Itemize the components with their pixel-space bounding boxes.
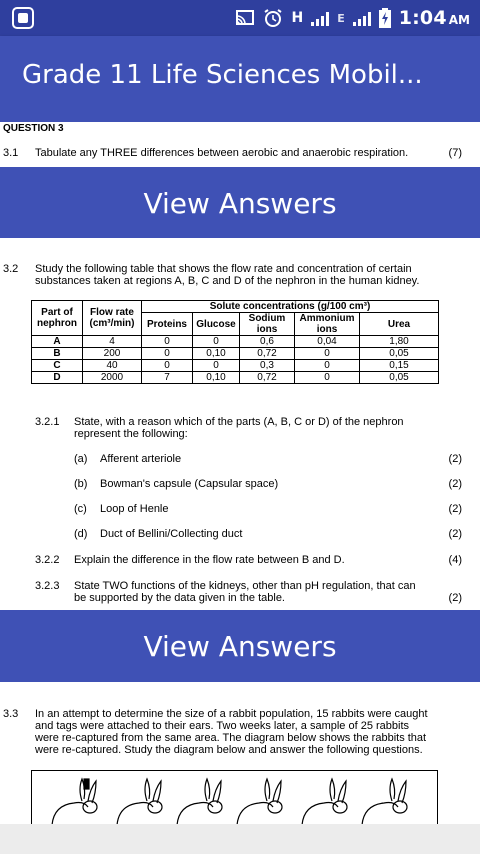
item-text: Afferent arteriole (100, 453, 182, 465)
table-cell: 0,6 (240, 336, 295, 348)
table-cell: 0,72 (240, 348, 295, 360)
table-cell: 0,72 (240, 372, 295, 384)
question-intro-line: Study the following table that shows the flow rate and concentration of certain (35, 263, 412, 275)
table-row (32, 360, 439, 372)
item-mark: (2) (448, 478, 462, 490)
table-cell: 0 (142, 360, 193, 372)
table-header: Solute concentrations (g/100 cm³) (142, 301, 439, 313)
item-mark: (2) (448, 453, 462, 465)
view-answers-label: View Answers (143, 186, 337, 220)
table-cell: 0 (193, 360, 240, 372)
item-text: Loop of Henle (100, 503, 169, 515)
table-cell: 0 (193, 336, 240, 348)
question-number: 3.3 (3, 708, 19, 720)
subquestion-mark: (2) (448, 592, 462, 604)
question-heading: QUESTION 3 (3, 123, 64, 134)
app-bar (0, 36, 480, 122)
network-type-h: H (291, 10, 304, 26)
question-text-line: were re-captured from the same area. The diagram below shows the rabbits that (35, 732, 427, 744)
table-row (32, 336, 439, 348)
network-type-e: E (337, 11, 345, 25)
rabbit-1-icon (52, 779, 97, 825)
subquestion-number: 3.2.2 (35, 554, 60, 566)
table-cell: 7 (142, 372, 193, 384)
status-bar (0, 0, 480, 36)
subquestion-text: be supported by the data given in the table. (74, 592, 285, 604)
question-intro-line: substances taken at regions A, B, C and D of the nephron in the human kidney. (35, 275, 420, 287)
item-letter: (a) (74, 453, 88, 465)
table-row (32, 348, 439, 360)
subquestion-text: State TWO functions of the kidneys, other than pH regulation, that can (74, 580, 416, 592)
rabbit-5-icon (302, 779, 347, 825)
subquestion-mark: (4) (448, 554, 462, 566)
app-notification-icon (12, 7, 34, 29)
view-answers-button-2[interactable] (0, 610, 480, 682)
subquestion-number: 3.2.1 (35, 416, 60, 428)
rabbit-6-icon (362, 779, 407, 825)
clock-ampm: AM (448, 13, 470, 27)
question-number: 3.2 (3, 263, 19, 275)
item-text: Bowman's capsule (Capsular space) (100, 478, 279, 490)
table-header: Part of nephron (32, 301, 83, 336)
question-text: Tabulate any THREE differences between aerobic and anaerobic respiration. (35, 147, 409, 159)
table-cell: 2000 (83, 372, 142, 384)
table-subheader: Ammonium ions (295, 313, 360, 336)
signal-strength-icon (311, 10, 329, 26)
table-cell: 1,80 (360, 336, 439, 348)
table-cell: 0 (295, 360, 360, 372)
document-page-1 (0, 122, 480, 167)
item-mark: (2) (448, 528, 462, 540)
table-cell: 0,05 (360, 348, 439, 360)
subquestion-text: Explain the difference in the flow rate between B and D. (74, 554, 345, 566)
document-page-3 (0, 682, 480, 824)
table-cell: 0,04 (295, 336, 360, 348)
table-cell: 0,10 (193, 372, 240, 384)
table-cell: C (32, 360, 83, 372)
item-text: Duct of Bellini/Collecting duct (100, 528, 243, 540)
table-subheader: Glucose (193, 313, 240, 336)
table-cell: D (32, 372, 83, 384)
table-cell: 200 (83, 348, 142, 360)
item-letter: (b) (74, 478, 88, 490)
alarm-icon (263, 8, 283, 28)
table-cell: 0,15 (360, 360, 439, 372)
table-cell: 0 (142, 348, 193, 360)
view-answers-label: View Answers (143, 629, 337, 663)
rabbit-2-icon (117, 779, 162, 825)
table-cell: A (32, 336, 83, 348)
subquestion-text: represent the following: (74, 428, 188, 440)
table-cell: 40 (83, 360, 142, 372)
question-number: 3.1 (3, 147, 19, 159)
item-letter: (c) (74, 503, 87, 515)
table-cell: B (32, 348, 83, 360)
document-page-2 (0, 238, 480, 610)
table-cell: 0,3 (240, 360, 295, 372)
rabbit-3-icon (177, 779, 222, 825)
rabbit-diagram (31, 770, 438, 831)
item-mark: (2) (448, 503, 462, 515)
table-cell: 0 (142, 336, 193, 348)
question-text-line: and tags were attached to their ears. Two weeks later, a sample of 25 rabbits (35, 720, 410, 732)
bottom-strip (0, 824, 480, 854)
table-subheader: Proteins (142, 313, 193, 336)
view-answers-button[interactable] (0, 167, 480, 239)
question-text-line: In an attempt to determine the size of a rabbit population, 15 rabbits were caught (35, 708, 428, 720)
table-cell: 0,05 (360, 372, 439, 384)
table-cell: 0 (295, 348, 360, 360)
question-mark: (7) (448, 147, 462, 159)
question-text-line: were re-captured. Study the diagram below and answer the following questions. (35, 744, 423, 756)
subquestion-number: 3.2.3 (35, 580, 60, 592)
app-title: Grade 11 Life Sciences Mobil... (22, 60, 423, 90)
cast-icon (235, 9, 255, 27)
signal-strength-icon-2 (353, 10, 371, 26)
item-letter: (d) (74, 528, 88, 540)
table-header: Flow rate (cm³/min) (83, 301, 142, 336)
status-icons (235, 6, 470, 30)
clock-time: 1:04 (398, 7, 447, 29)
battery-charging-icon (379, 8, 391, 28)
nephron-data-table (31, 300, 439, 384)
table-row (32, 372, 439, 384)
subquestion-text: State, with a reason which of the parts (A, B, C or D) of the nephron (74, 416, 404, 428)
table-subheader: Urea (360, 313, 439, 336)
rabbits-illustration (32, 771, 437, 825)
table-cell: 4 (83, 336, 142, 348)
table-subheader: Sodium ions (240, 313, 295, 336)
rabbit-4-icon (237, 779, 282, 825)
table-cell: 0,10 (193, 348, 240, 360)
table-cell: 0 (295, 372, 360, 384)
